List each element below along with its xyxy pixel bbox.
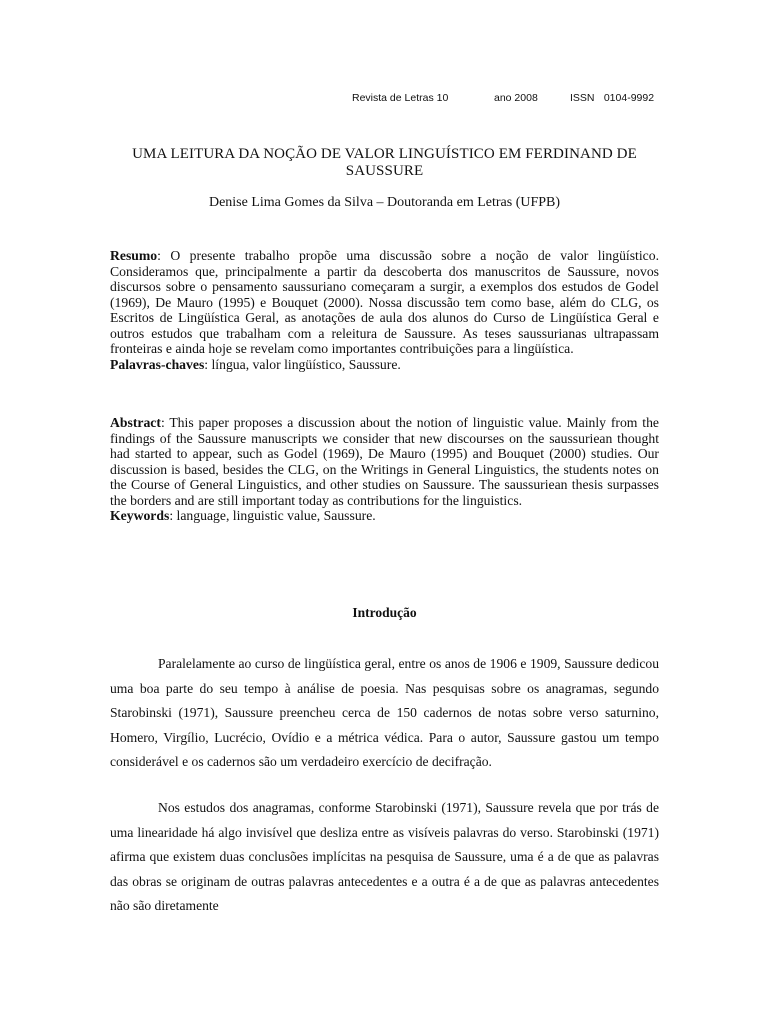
resumo-section: [110, 248, 659, 372]
introduction-heading: Introdução: [352, 605, 417, 620]
abstract-section: [110, 415, 659, 524]
resumo-text: : O presente trabalho propõe uma discussão sobre a noção de valor lingüístico. Consideramos que, principalmente a partir da descoberta dos manuscritos de Saussure, novos discursos sobre o pensamento saussuriano começaram a surgir, a exemplos dos estudos de Godel (1969), De Mauro (1995) e Bouquet (2000). Nossa discussão tem como base, além do CLG, os Escritos de Lingüística Geral, as anotações de aula dos alunos do Curso de Lingüística Geral e outros estudos que trabalham com a releitura de Saussure. As teses saussurianas ultrapassam fronteiras e ainda hoje se revelam como importantes contribuições para a lingüística.: [110, 248, 659, 356]
journal-year: ano 2008: [494, 92, 538, 104]
journal-name: Revista de Letras 10: [352, 92, 449, 104]
intro-paragraph-1-block: [110, 652, 659, 775]
palavras-chaves-label: Palavras-chaves: [110, 356, 205, 372]
abstract-label: Abstract: [110, 415, 161, 430]
abstract-text: : This paper proposes a discussion about the notion of linguistic value. Mainly from the findings of the Saussure manuscripts we consider that new discourses on the saussuriean thought had started to appear, such as Godel (1969), De Mauro (1995) and Bouquet (2000) studies. Our discussion is based, besides the CLG, on the Writings in General Linguistics, the students notes on the Course of General Linguistics, and other studies on Saussure. The saussuriean thesis surpasses the borders and are still important today as contributions for the linguistics.: [110, 415, 659, 508]
resumo-label: Resumo: [110, 248, 158, 263]
palavras-chaves-line: [110, 357, 659, 373]
resumo-paragraph: [110, 248, 659, 357]
intro-paragraph-1: Paralelamente ao curso de lingüística geral, entre os anos de 1906 e 1909, Saussure dedicou uma boa parte do seu tempo à análise de poesia. Nas pesquisas sobre os anagramas, segundo Starobinski (1971), Saussure preencheu cerca de 150 cadernos de notas sobre verso saturnino, Homero, Virgílio, Lucrécio, Ovídio e a métrica védica. Para o autor, Saussure gastou um tempo considerável e os cadernos são um verdadeiro exercício de decifração.: [110, 656, 659, 770]
intro-paragraph-2-block: [110, 796, 659, 919]
issn-number: 0104-9992: [603, 92, 655, 104]
keywords-text: : language, linguistic value, Saussure.: [169, 508, 376, 523]
abstract-paragraph: [110, 415, 659, 508]
palavras-chaves-text: : língua, valor lingüístico, Saussure.: [204, 356, 401, 372]
article-title: UMA LEITURA DA NOÇÃO DE VALOR LINGUÍSTICO EM FERDINAND DE SAUSSURE: [132, 146, 637, 179]
keywords-label: Keywords: [110, 508, 170, 523]
intro-paragraph-2: Nos estudos dos anagramas, conforme Starobinski (1971), Saussure revela que por trás de uma linearidade há algo invisível que desliza entre as visíveis palavras do verso. Starobinski (1971) afirma que existem duas conclusões implícitas na pesquisa de Saussure, uma é a de que as palavras das obras se originam de outras palavras antecedentes e a outra é a de que as palavras antecedentes não são diretamente: [110, 800, 659, 914]
article-author: Denise Lima Gomes da Silva – Doutoranda em Letras (UFPB): [208, 195, 561, 210]
keywords-line: [110, 508, 659, 524]
journal-header: [352, 92, 654, 104]
issn-label: ISSN: [570, 92, 595, 104]
